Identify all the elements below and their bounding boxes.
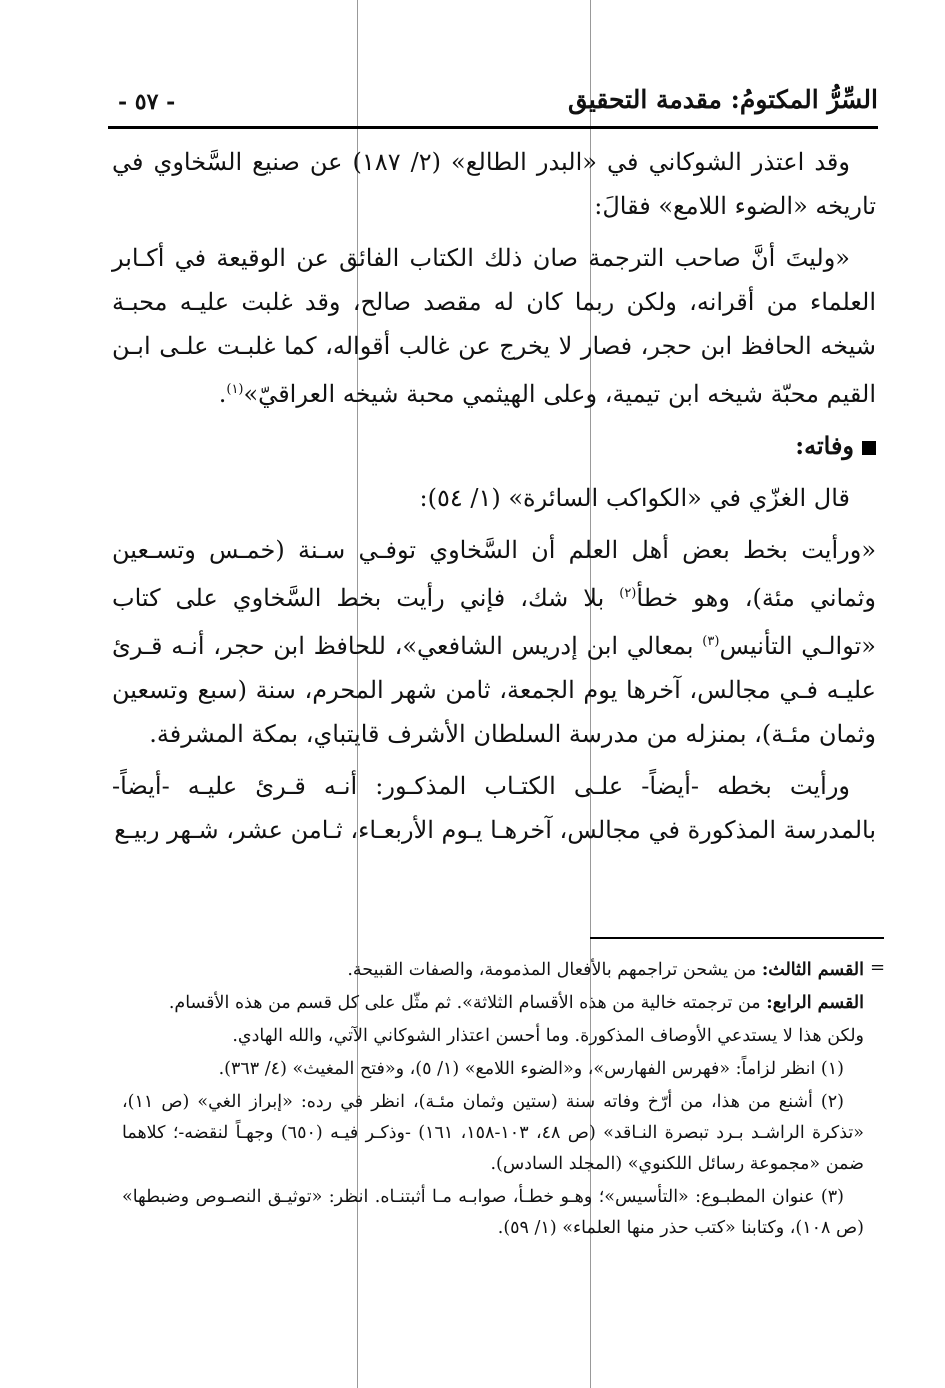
footnotes [122,955,864,1246]
paragraph-ghazzi-intro: قال الغزّي في «الكواكب السائرة» (١/ ٥٤): [419,484,850,512]
square-bullet-icon [862,441,876,455]
footnote-separator [590,937,884,939]
footnote-label: القسم الرابع: [766,993,864,1013]
footnote-ref-1: (١) [226,382,244,397]
running-header [108,75,878,125]
section-title: وفاته: [795,431,854,460]
footnote-text: من يشحن تراجمهم بالأفعال المذمومة، والصفات القبيحة. [347,960,762,980]
footnote-1: (١) انظر لزاماً: «فهرس الفهارس»، و«الضوء اللامع» (١/ ٥)، و«فتح المغيث» (٤/ ٣٦٣). [218,1059,844,1079]
quote-end: . [218,380,227,408]
section-heading [112,424,876,468]
quote-part-c: بمعالي ابن إدريس الشافعي»، للحافظ ابن حجر، أنـه قـرئ عليـه فـي مجالس، آخرها يوم الجمعة، ثامن شهر المحرم، سنة (سبع وتسعين وثمان مئـة)، بمنزله من مدرسة السلطان الأشرف قايتباي، بمكة المشرفة. [112,632,876,748]
running-title: السِّرُّ المكتومُ: مقدمة التحقيق [568,85,878,114]
footnote-text: من ترجمته خالية من هذه الأقسام الثلاثة». ثم مثّل على كل قسم من هذه الأقسام. [168,993,767,1013]
page-number: - ٥٧ - [118,89,176,115]
header-rule [108,126,878,129]
footnote-continued-3: ولكن هذا لا يستدعي الأوصاف المذكورة. وما أحسن اعتذار الشوكاني الآتي، والله الهادي. [232,1026,864,1046]
footnote-ref-3: (٣) [702,634,720,649]
paragraph-shawkani-quote [112,236,876,416]
footnote-label: القسم الثالث: [761,960,864,980]
footnote-2: (٢) أشنع من هذا، من أرّخ وفاته سنة (ستين وثمان مئـة)، انظر في رده: «إبراز الغي» (ص ١١)، «تذكرة الراشـد بـرد تبصرة النـاقد» (ص ٤٨، ١٠٣-١٥٨، ١٦١) -وذكـر فيـه (٦٥٠) وجهـاً لنقضه-؛ كلاهما ضمن «مجموعة رسائل اللكنوي» (المجلد السادس). [122,1092,864,1174]
footnote-continued-2 [122,988,864,1019]
quote-part-a: «ورأيت بخط بعض أهل العلم أن السَّخاوي توفـي سـنة (خمـس وتسـعين وثماني مئة)، وهو خطأ [112,536,877,612]
quote-part-b: بلا شك، فإني رأيت بخط السَّخاوي على كتاب «توالـي التأنيس [112,584,876,660]
footnote-ref-2: (٢) [619,586,637,601]
paragraph-shawkani-intro: وقد اعتذر الشوكاني في «البدر الطالع» (٢/ ١٨٧) عن صنيع السَّخاوي في تاريخه «الضوء اللامع» فقالَ: [112,148,876,220]
footnote-continued-1 [122,955,864,986]
footnote-continuation-mark: = [870,957,886,978]
paragraph-second-record: ورأيت بخطه -أيضاً- علـى الكتـاب المذكـور: أنـه قـرئ عليـه -أيضاً- بالمدرسة المذكورة في مجالس، آخرهـا يـوم الأربعـاء، ثـامن عشر، شـهر ربيـع [112,772,876,844]
footnote-3: (٣) عنوان المطبـوع: «التأسيس»؛ وهـو خطـأ، صوابـه مـا أثبتنـاه. انظر: «توثيـق النصـوص وضبطها» (ص ١٠٨)، وكتابنا «كتب حذر منها العلماء» (١/ ٥٩). [122,1187,864,1238]
paragraph-ghazzi-quote [112,528,876,756]
quote-text: «وليتَ أنَّ صاحب الترجمة صان ذلك الكتاب الفائق عن الوقيعة في أكـابر العلماء من أقرانه، ولكن ربما كان له مقصد صالح، وقد غلبت عليـه محبـة شيخه الحافظ ابن حجر، فصار لا يخرج عن غالب أقواله، كما غلبـت علـى ابـن القيم محبّة شيخه ابن تيمية، وعلى الهيثمي محبة شيخه العراقيّ» [112,244,876,408]
main-text [112,140,876,860]
